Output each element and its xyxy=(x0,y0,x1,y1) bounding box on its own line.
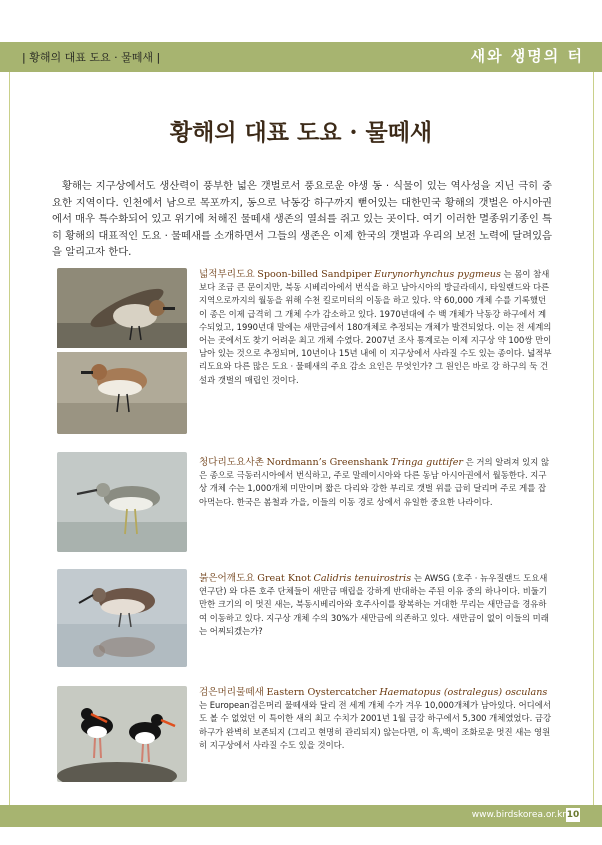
species-english-name: Great Knot xyxy=(257,573,311,584)
species-korean-name: 검은머리물떼새 xyxy=(199,687,264,698)
species-korean-name: 청다리도요사촌 xyxy=(199,457,264,468)
species-description: 는 AWSG (호주 · 뉴우질랜드 도요새 연구단) 와 다른 호주 단체들이 새만금 매립을 강하게 반대하는 주된 이유 중의 하나이다. 비둘기만한 크기의 이 멋진 새는, 북동시베리아와 호주사이를 왕복하는 거대한 무리는 새만금을 경유하여 이동하고 있다. 지구상 개체 수의 30%가 새만금에 의존하고 있다. 새만금이 없이 이들의 미래는 어찌되겠는가? xyxy=(199,573,549,636)
nordmanns-greenshank-photo xyxy=(57,452,187,552)
species-entry-nordmanns-greenshank xyxy=(199,456,553,509)
species-description: 은 거의 알려져 있지 않은 종으로 극동러시아에서 번식하고, 주로 말레이시아와 다른 동남 아시아권에서 월동한다. 지구상 개체 수는 1,000개체 미만이며 짧은 다리와 강한 부리로 갯벌 위를 급히 달리며 주로 게를 잡아먹는다. 한국은 봄철과 가을, 이들의 이동 경로 상에서 유일한 중요한 나라이다. xyxy=(199,457,550,507)
page-title: 황해의 대표 도요 · 물떼새 xyxy=(169,119,433,146)
species-entry-spoon-billed-sandpiper xyxy=(199,268,553,387)
species-korean-name: 넓적부리도요 xyxy=(199,269,255,280)
footer-website-url: www.birdskorea.or.kr xyxy=(471,810,566,820)
species-scientific-name: Eurynorhynchus pygmeus xyxy=(374,269,501,280)
species-korean-name: 붉은어깨도요 xyxy=(199,573,255,584)
species-scientific-name: Haematopus (ostralegus) osculans xyxy=(379,687,548,698)
section-breadcrumb: | 황해의 대표 도요 · 물떼새 | xyxy=(22,51,161,64)
species-description: 는 몸이 참새보다 조금 큰 문이지만, 북동 시베리아에서 번식을 하고 남아시아의 방글라데시, 타일랜드와 다른 지역으로까지의 월동을 위해 수천 킬로미터의 이동을 하고 있다. 약 60,000 개체 수를 기록했던 이 종은 이제 급격히 그 개체 수가 감소하고 있다. 1970년대에 수 백 개체가 낙동강 하구에서 계수되었고, 1990년대 말에는 새만금에서 180개체로 추정되는 개체가 발견되었다. 이는 전 세계의 어는 곳에서도 찾기 어려운 최고 개체 수였다. 2007년 조사 통계로는 이제 지구상 약 100쌍 만이 남아 있는 것으로 추정되며, 10년이나 15년 내에 이 지구상에서 사라질 수도 있는 종이다. 넓적부리도요와 다른 많은 도요 · 물떼새의 주요 감소 요인은 무엇인가? 그 원인은 바로 강 하구의 둑 건설과 갯벌의 매립인 것이다. xyxy=(199,269,552,385)
species-scientific-name: Calidris tenuirostris xyxy=(313,573,412,584)
top-margin xyxy=(0,0,602,42)
species-description: 는 European검은머리 물떼새와 달리 전 세계 개체 수가 겨우 10,000개체가 남아있다. 어디에서도 볼 수 없었던 이 특이한 새의 최고 수치가 2001년 1월 금강 하구에서 5,300 개체였었다. 금강 하구가 완벽히 보존되지 (그리고 현명히 관리되지) 않는다면, 이 흑,백이 조화로운 멋진 새는 영원히 지구상에서 사라질 수도 있을 것이다. xyxy=(199,700,552,750)
eastern-oystercatcher-photo xyxy=(57,686,187,782)
species-entry-eastern-oystercatcher xyxy=(199,686,553,752)
species-scientific-name: Tringa guttifer xyxy=(390,457,463,468)
great-knot-photo xyxy=(57,569,187,667)
species-english-name: Nordmann’s Greenshank xyxy=(266,457,389,468)
species-english-name: Spoon-billed Sandpiper xyxy=(257,269,372,280)
species-entry-great-knot xyxy=(199,572,553,638)
page-number: 10 xyxy=(566,810,580,820)
magazine-section-title: 새와 생명의 터 xyxy=(470,47,584,65)
species-english-name: Eastern Oystercatcher xyxy=(266,687,377,698)
intro-paragraph: 황해는 지구상에서도 생산력이 풍부한 넓은 갯벌로서 풍요로운 야생 동 · 식물이 있는 역사성을 지닌 극히 중요한 지역이다. 인천에서 남으로 목포까지, 동으로 낙동강 하구까지 뻗어있는 대한민국 황해의 갯벌은 아시아권에서 매우 특수화되어 있고 위기에 처해진 물떼새 생존의 열쇠를 쥐고 있는 곳이다. 여기 이러한 멸종위기종인 특히 황해의 대표적인 도요 · 물떼새를 소개하면서 그들의 생존은 이제 한국의 갯벌과 우리의 보전 노력에 달려있음을 알리고자 한다. xyxy=(52,180,552,258)
spoon-billed-sandpiper-photo xyxy=(57,268,187,434)
